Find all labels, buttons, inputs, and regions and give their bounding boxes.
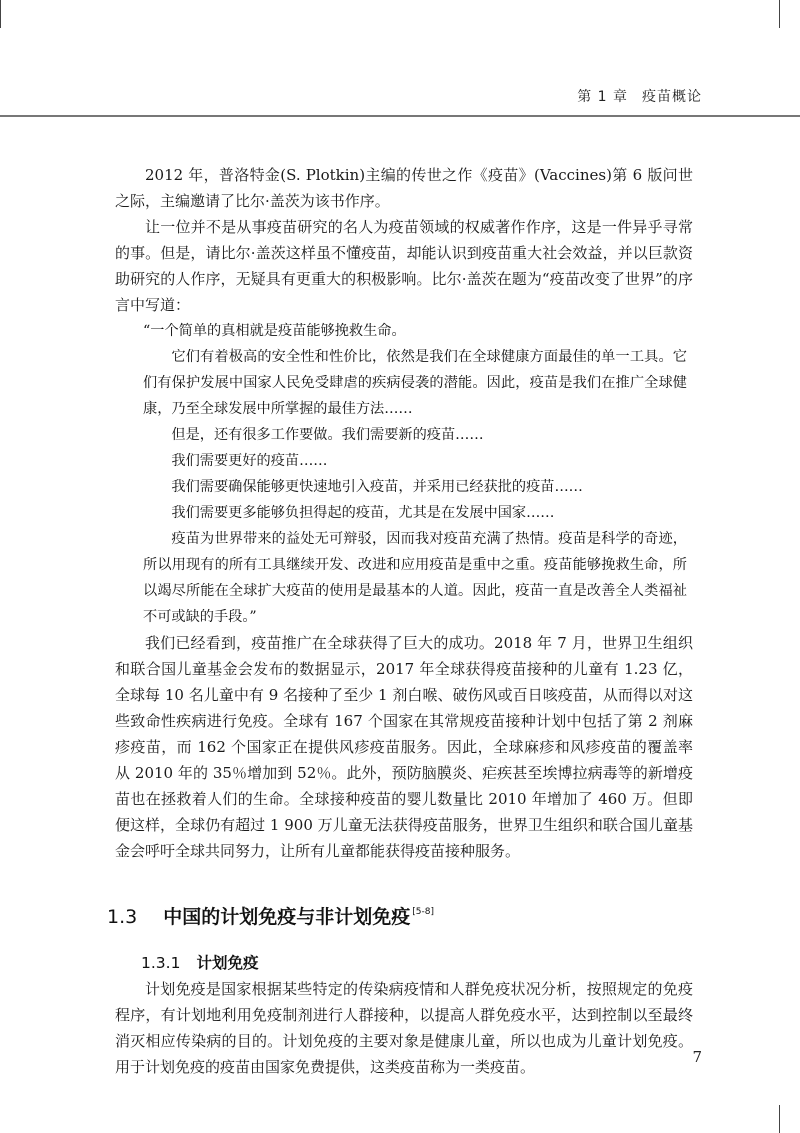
paragraph-intro: 2012 年，普洛特金(S. Plotkin)主编的传世之作《疫苗》(Vaccines)第 6 版问世之际，主编邀请了比尔·盖茨为该书作序。	[115, 166, 693, 210]
quote-paragraph: 它们有着极高的安全性和性价比，依然是我们在全球健康方面最佳的单一工具。它们有保护发展中国家人民免受肆虐的疾病侵袭的潜能。因此，疫苗是我们在推广全球健康，乃至全球发展中所掌握的最佳方法……	[143, 349, 687, 417]
quote-paragraph: 我们需要更多能够负担得起的疫苗，尤其是在发展中国家……	[171, 505, 555, 521]
subsection-number: 1.3.1	[141, 954, 181, 972]
paragraph-planned-immunization: 计划免疫是国家根据某些特定的传染病疫情和人群免疫状况分析，按照规定的免疫程序，有计划地利用免疫制剂进行人群接种，以提高人群免疫水平，达到控制以至最终消灭相应传染病的目的。计划免疫的主要对象是健康儿童，所以也成为儿童计划免疫。用于计划免疫的疫苗由国家免费提供，这类疫苗称为一类疫苗。	[115, 980, 693, 1076]
quote-paragraph: 我们需要确保能够更快速地引入疫苗，并采用已经获批的疫苗……	[171, 479, 583, 495]
page-number: 7	[692, 1048, 702, 1066]
section-number: 1.3	[107, 906, 138, 928]
section-title: 中国的计划免疫与非计划免疫	[163, 906, 411, 928]
preface-quote	[115, 318, 687, 630]
running-head-chapter: 第 1 章	[577, 89, 628, 105]
quote-paragraph: 我们需要更好的疫苗……	[171, 453, 328, 469]
paragraph-preface: 让一位并不是从事疫苗研究的名人为疫苗领域的权威著作作序，这是一件异乎寻常的事。但是，请比尔·盖茨这样虽不懂疫苗，却能认识到疫苗重大社会效益，并以巨款资助研究的人作序，无疑具有更重大的积极影响。比尔·盖茨在题为“疫苗改变了世界”的序言中写道：	[115, 218, 693, 314]
quote-paragraph: 疫苗为世界带来的益处无可辩驳，因而我对疫苗充满了热情。疫苗是科学的奇迹，所以用现有的所有工具继续开发、改进和应用疫苗是重中之重。疫苗能够挽救生命，所以竭尽所能在全球扩大疫苗的使用是最基本的人道。因此，疫苗一直是改善全人类福祉不可或缺的手段。”	[143, 531, 687, 625]
crop-mark	[0, 0, 1, 28]
page-body	[107, 162, 693, 1080]
subsection-title: 计划免疫	[196, 954, 259, 972]
subsection-heading	[141, 950, 693, 976]
quote-paragraph: 但是，还有很多工作要做。我们需要新的疫苗……	[171, 427, 484, 443]
quote-line-opening: “一个简单的真相就是疫苗能够挽救生命。	[143, 323, 406, 339]
section-heading	[107, 892, 693, 932]
running-head-title: 疫苗概论	[642, 89, 702, 105]
crop-mark	[779, 1105, 780, 1133]
paragraph-global-success: 我们已经看到，疫苗推广在全球获得了巨大的成功。2018 年 7 月，世界卫生组织和联合国儿童基金会发布的数据显示，2017 年全球获得疫苗接种的儿童有 1.23 亿，全球每 10 名儿童中有 9 名接种了至少 1 剂白喉、破伤风或百日咳疫苗，从而得以对这些致命性疾病进行免疫。全球有 167 个国家在其常规疫苗接种计划中包括了第 2 剂麻疹疫苗，而 162 个国家正在提供风疹疫苗服务。因此，全球麻疹和风疹疫苗的覆盖率从 2010 年的 35％增加到 52％。此外，预防脑膜炎、疟疾甚至埃博拉病毒等的新增疫苗也在拯救着人们的生命。全球接种疫苗的婴儿数量比 2010 年增加了 460 万。但即便这样，全球仍有超过 1 900 万儿童无法获得疫苗服务，世界卫生组织和联合国儿童基金会呼吁全球共同努力，让所有儿童都能获得疫苗接种服务。	[115, 634, 693, 860]
header-rule	[0, 115, 800, 117]
section-reference: [5-8]	[412, 907, 434, 917]
running-head	[577, 86, 702, 106]
crop-mark	[779, 0, 780, 28]
